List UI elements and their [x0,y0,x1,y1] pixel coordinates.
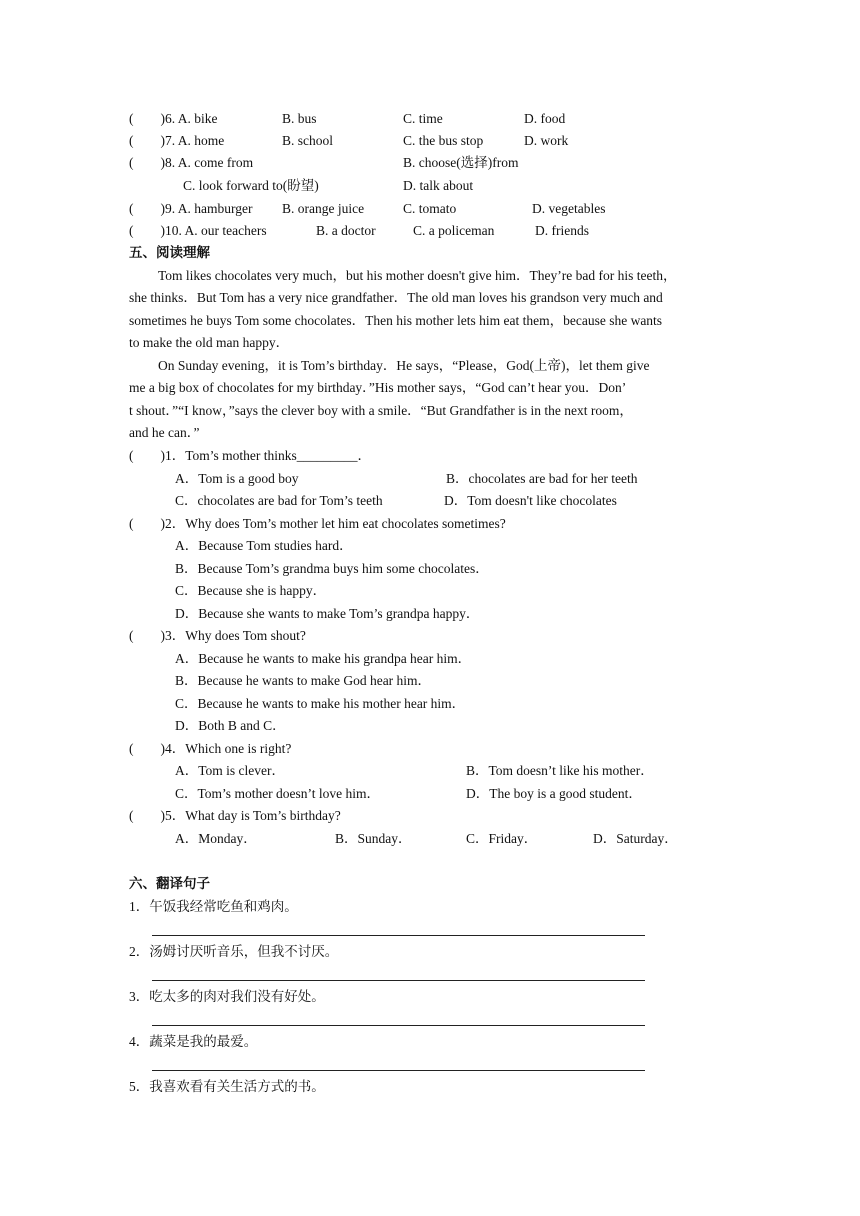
question-4-stem: ( )4．Which one is right? [129,741,292,756]
cloze-item-6-option-d: D. food [524,111,566,126]
question-3-option-c: C．Because he wants to make his mother hear him． [175,696,466,711]
cloze-item-7-option-c: C. the bus stop [403,133,484,148]
cloze-item-6-stem: ( )6. A. bike [129,111,218,126]
question-1-stem: ( )1．Tom’s mother thinks_________． [129,448,372,463]
question-4-option-b: B．Tom doesn’t like his mother． [466,763,654,778]
translation-item-4: 4．蔬菜是我的最爱。 [129,1034,258,1049]
passage-line: Tom likes chocolates very much，but his mother doesn't give him．They’re bad for his teeth， [158,268,677,283]
cloze-item-6-option-b: B. bus [282,111,317,126]
cloze-item-7-option-d: D. work [524,133,569,148]
question-1-option-b: B．chocolates are bad for her teeth [446,471,638,486]
translation-item-3: 3．吃太多的肉对我们没有好处。 [129,989,325,1004]
cloze-item-9-option-d: D. vegetables [532,201,606,216]
cloze-item-8-stem: ( )8. A. come from [129,155,254,170]
translation-item-1: 1．午饭我经常吃鱼和鸡肉。 [129,899,298,914]
answer-line-4[interactable] [152,1070,645,1071]
cloze-item-8-option-b: B. choose(选择)from [403,155,519,170]
translation-heading: 六、翻译句子 [129,876,210,891]
question-5-option-c: C．Friday． [466,831,538,846]
question-3-stem: ( )3．Why does Tom shout? [129,628,306,643]
cloze-item-10-option-c: C. a policeman [413,223,495,238]
translation-item-2: 2．汤姆讨厌听音乐，但我不讨厌。 [129,944,339,959]
question-4-option-c: C．Tom’s mother doesn’t love him． [175,786,381,801]
question-2-option-d: D．Because she wants to make Tom’s grandpa happy． [175,606,480,621]
question-3-option-d: D．Both B and C． [175,718,286,733]
answer-line-1[interactable] [152,935,645,936]
passage-line: sometimes he buys Tom some chocolates．Then his mother lets him eat them，because she wants [129,313,663,328]
question-5-option-d: D．Saturday． [593,831,678,846]
answer-line-3[interactable] [152,1025,645,1026]
passage-line: to make the old man happy． [129,335,290,350]
question-5-option-a: A．Monday． [175,831,257,846]
cloze-item-9-stem: ( )9. A. hamburger [129,201,253,216]
cloze-item-7-option-b: B. school [282,133,334,148]
passage-line: and he can．” [129,425,200,440]
cloze-item-6-option-c: C. time [403,111,443,126]
cloze-item-8-option-c: C. look forward to(盼望) [183,178,319,193]
question-5-option-b: B．Sunday． [335,831,412,846]
passage-line: On Sunday evening，it is Tom’s birthday．He says，“Please，God(上帝)，let them give [158,358,650,373]
cloze-item-10-option-b: B. a doctor [316,223,376,238]
cloze-item-9-option-b: B. orange juice [282,201,365,216]
question-3-option-b: B．Because he wants to make God hear him． [175,673,432,688]
question-4-option-a: A．Tom is clever． [175,763,286,778]
reading-heading: 五、阅读理解 [129,245,210,260]
cloze-item-10-option-d: D. friends [535,223,589,238]
answer-line-2[interactable] [152,980,645,981]
question-3-option-a: A．Because he wants to make his grandpa hear him． [175,651,472,666]
cloze-item-10-stem: ( )10. A. our teachers [129,223,267,238]
question-4-option-d: D．The boy is a good student． [466,786,642,801]
question-2-option-b: B．Because Tom’s grandma buys him some chocolates． [175,561,489,576]
question-1-option-d: D．Tom doesn't like chocolates [444,493,617,508]
question-1-option-c: C．chocolates are bad for Tom’s teeth [175,493,383,508]
cloze-item-7-stem: ( )7. A. home [129,133,225,148]
translation-item-5: 5．我喜欢看有关生活方式的书。 [129,1079,325,1094]
passage-line: me a big box of chocolates for my birthday．”His mother says，“God can’t hear you．Don’ [129,380,627,395]
passage-line: she thinks．But Tom has a very nice grandfather．The old man loves his grandson very much and [129,290,663,305]
question-5-stem: ( )5．What day is Tom’s birthday? [129,808,341,823]
question-2-stem: ( )2．Why does Tom’s mother let him eat chocolates sometimes? [129,516,506,531]
passage-line: t shout．”“I know，”says the clever boy with a smile．“But Grandfather is in the next room， [129,403,633,418]
cloze-item-8-option-d: D. talk about [403,178,474,193]
question-1-option-a: A．Tom is a good boy [175,471,299,486]
question-2-option-c: C．Because she is happy． [175,583,327,598]
cloze-item-9-option-c: C. tomato [403,201,457,216]
question-2-option-a: A．Because Tom studies hard． [175,538,353,553]
